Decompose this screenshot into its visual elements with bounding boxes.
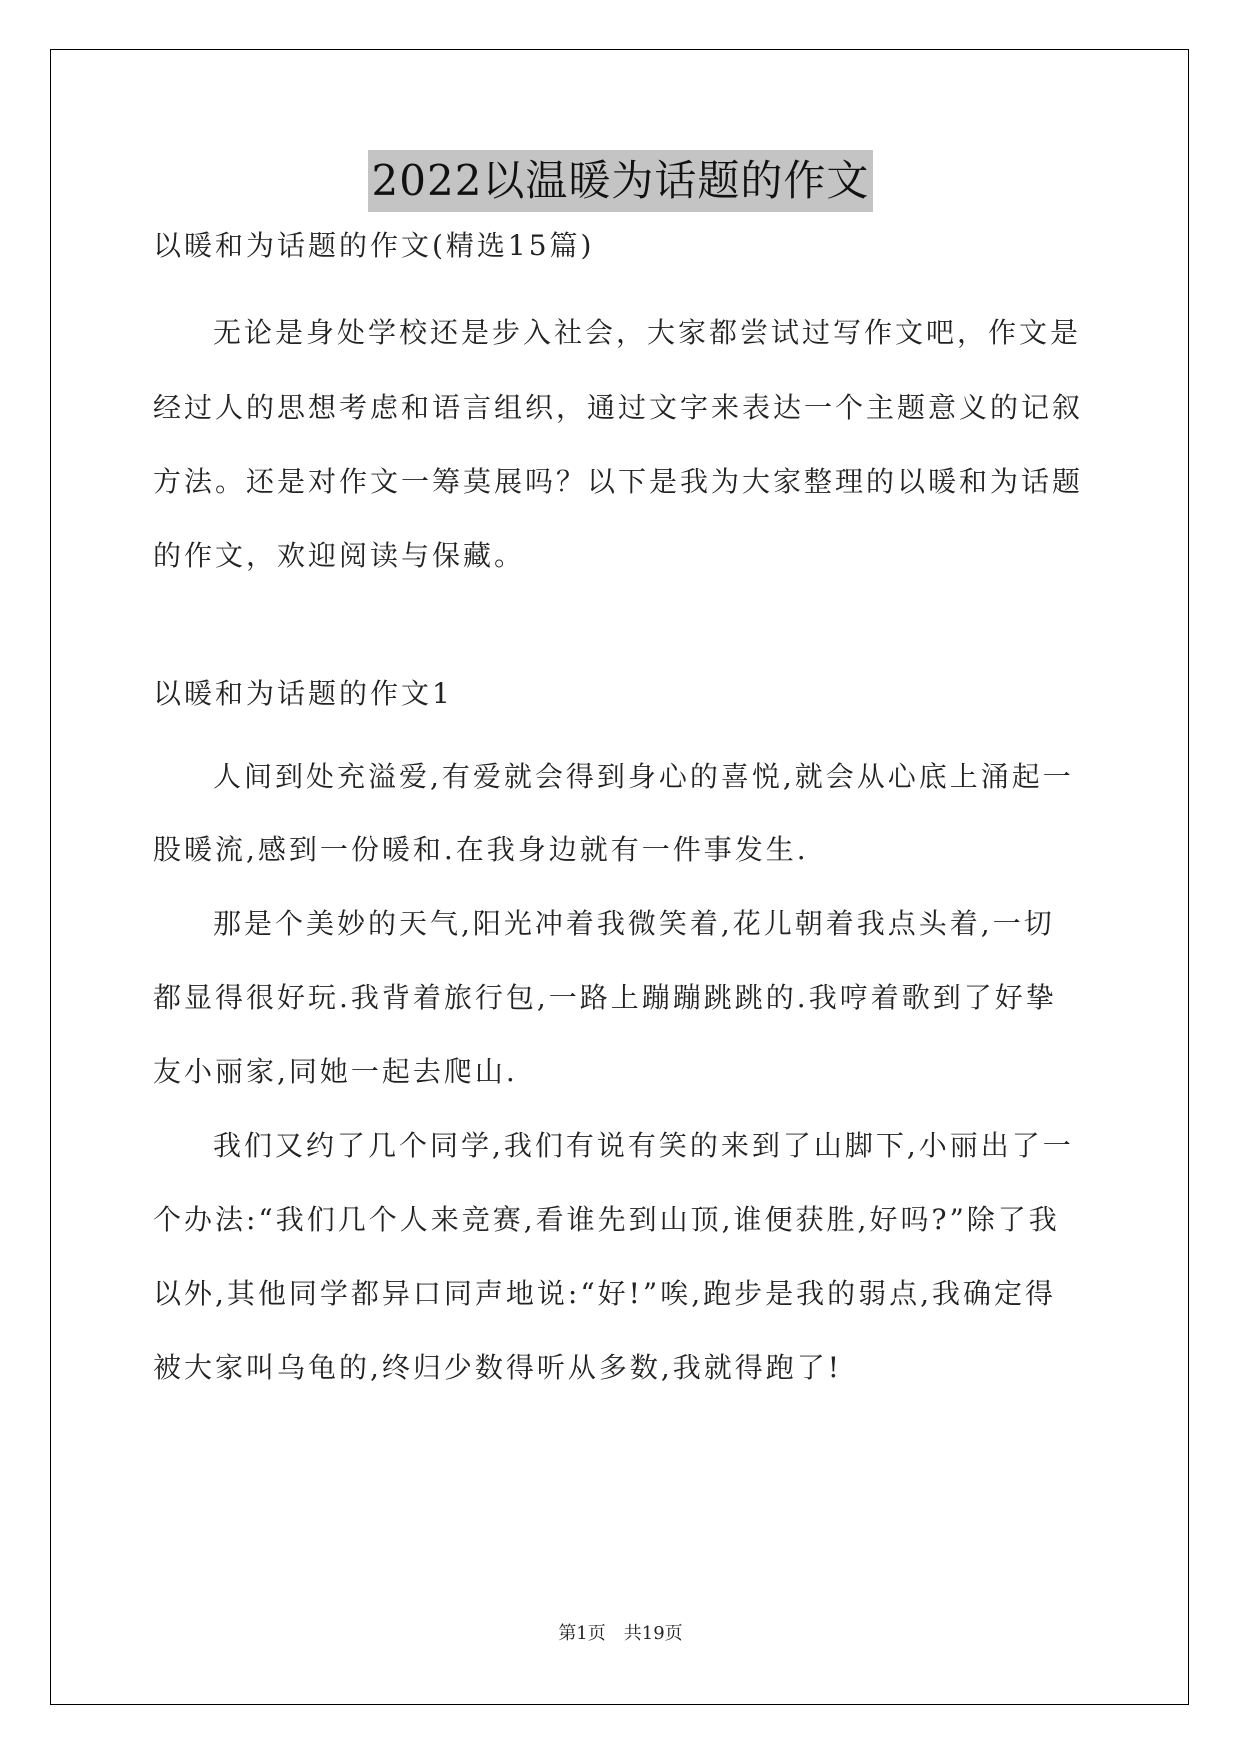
essay-line-1: 人间到处充溢爱,有爱就会得到身心的喜悦,就会从心底上涌起一 bbox=[213, 760, 1074, 793]
page-border bbox=[50, 49, 1189, 1705]
subtitle-line: 以暖和为话题的作文(精选15篇) bbox=[153, 229, 595, 262]
essay-line-2: 股暖流,感到一份暖和.在我身边就有一件事发生. bbox=[153, 833, 809, 866]
essay-line-6: 我们又约了几个同学,我们有说有笑的来到了山脚下,小丽出了一 bbox=[213, 1129, 1074, 1162]
essay-line-9: 被大家叫乌龟的,终归少数得听从多数,我就得跑了! bbox=[153, 1351, 843, 1384]
essay-line-4: 都显得很好玩.我背着旅行包,一路上蹦蹦跳跳的.我哼着歌到了好挚 bbox=[153, 981, 1057, 1014]
essay-heading: 以暖和为话题的作文1 bbox=[153, 677, 453, 710]
essay-line-3: 那是个美妙的天气,阳光冲着我微笑着,花儿朝着我点头着,一切 bbox=[213, 907, 1055, 940]
intro-paragraph-line-3: 方法。还是对作文一筹莫展吗？以下是我为大家整理的以暖和为话题 bbox=[153, 465, 1084, 498]
document-title: 2022以温暖为话题的作文 bbox=[368, 150, 874, 212]
intro-paragraph-line-1: 无论是身处学校还是步入社会，大家都尝试过写作文吧，作文是 bbox=[213, 316, 1082, 349]
essay-line-7: 个办法:“我们几个人来竞赛,看谁先到山顶,谁便获胜,好吗?”除了我 bbox=[153, 1203, 1060, 1236]
intro-paragraph-line-4: 的作文，欢迎阅读与保藏。 bbox=[153, 539, 526, 572]
page-number: 第1页 共19页 bbox=[558, 1623, 683, 1644]
intro-paragraph-line-2: 经过人的思想考虑和语言组织，通过文字来表达一个主题意义的记叙 bbox=[153, 391, 1084, 424]
essay-line-5: 友小丽家,同她一起去爬山. bbox=[153, 1055, 518, 1088]
essay-line-8: 以外,其他同学都异口同声地说:“好!”唉,跑步是我的弱点,我确定得 bbox=[153, 1277, 1057, 1310]
title-container bbox=[0, 150, 1241, 212]
